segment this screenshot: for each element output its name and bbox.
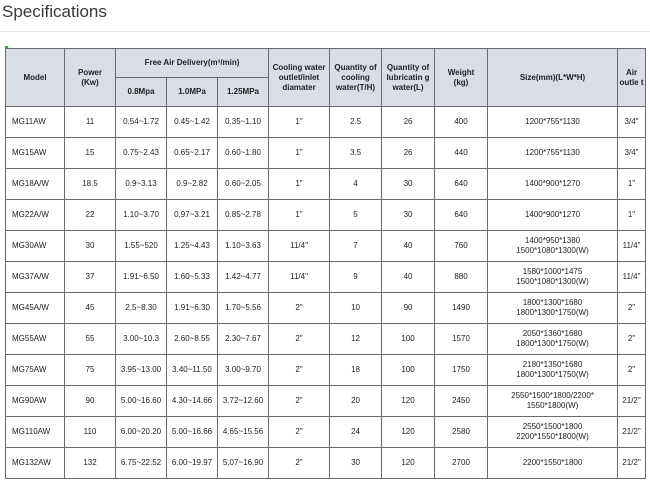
cell-quantity-lubricating: 120 bbox=[382, 417, 435, 448]
cell-cooling-water: 1" bbox=[269, 200, 330, 231]
cell-fad-1.25mpa: 5.07~16.90 bbox=[218, 448, 269, 479]
cell-cooling-water: 1" bbox=[269, 169, 330, 200]
header-size: Size(mm)(L*W*H) bbox=[488, 49, 618, 107]
cell-quantity-lubricating: 100 bbox=[382, 355, 435, 386]
cell-fad-1.0mpa: 1.25~4.43 bbox=[167, 231, 218, 262]
cell-weight: 640 bbox=[435, 169, 488, 200]
cell-quantity-cooling: 2.5 bbox=[330, 107, 382, 138]
cell-quantity-lubricating: 120 bbox=[382, 386, 435, 417]
header-fad-1.0mpa: 1.0MPa bbox=[167, 78, 218, 107]
cell-cooling-water: 2" bbox=[269, 417, 330, 448]
cell-fad-1.25mpa: 2.30~7.67 bbox=[218, 324, 269, 355]
cell-fad-1.25mpa: 1.10~3.63 bbox=[218, 231, 269, 262]
cell-power: 45 bbox=[65, 293, 116, 324]
cell-model: MG45A/W bbox=[6, 293, 65, 324]
cell-quantity-cooling: 18 bbox=[330, 355, 382, 386]
cell-fad-1.0mpa: 1.60~5.33 bbox=[167, 262, 218, 293]
cell-size: 2550*1500*1800 2200*1550*1800(W) bbox=[488, 417, 618, 448]
cell-fad-0.8mpa: 5.00~16.60 bbox=[116, 386, 167, 417]
cell-quantity-lubricating: 40 bbox=[382, 231, 435, 262]
cell-quantity-lubricating: 26 bbox=[382, 138, 435, 169]
table-row bbox=[6, 107, 646, 138]
cell-quantity-cooling: 10 bbox=[330, 293, 382, 324]
header-power: Power (Kw) bbox=[65, 49, 116, 107]
cell-cooling-water: 11/4" bbox=[269, 231, 330, 262]
cell-air-outlet: 3/4" bbox=[618, 138, 646, 169]
cell-power: 11 bbox=[65, 107, 116, 138]
cell-fad-1.0mpa: 3.40~11.50 bbox=[167, 355, 218, 386]
header-air-outlet: Air outle t bbox=[618, 49, 646, 107]
cell-quantity-lubricating: 100 bbox=[382, 324, 435, 355]
cell-model: MG90AW bbox=[6, 386, 65, 417]
cell-quantity-cooling: 20 bbox=[330, 386, 382, 417]
cell-model: MG37A/W bbox=[6, 262, 65, 293]
cell-power: 75 bbox=[65, 355, 116, 386]
header-cooling-water: Cooling water outlet/inlet diamater bbox=[269, 49, 330, 107]
cell-fad-1.25mpa: 0.85~2.78 bbox=[218, 200, 269, 231]
cell-size: 1580*1000*1475 1500*1080*1300(W) bbox=[488, 262, 618, 293]
table-row bbox=[6, 386, 646, 417]
cell-quantity-lubricating: 30 bbox=[382, 200, 435, 231]
table-row bbox=[6, 417, 646, 448]
cell-cooling-water: 2" bbox=[269, 293, 330, 324]
cell-fad-1.25mpa: 3.72~12.60 bbox=[218, 386, 269, 417]
header-quantity-lubricating: Quantity of lubricatin g water(L) bbox=[382, 49, 435, 107]
specifications-table-wrapper bbox=[5, 48, 645, 479]
cell-quantity-cooling: 4 bbox=[330, 169, 382, 200]
cell-size: 2050*1360*1680 1800*1300*1750(W) bbox=[488, 324, 618, 355]
cell-quantity-cooling: 5 bbox=[330, 200, 382, 231]
cell-weight: 760 bbox=[435, 231, 488, 262]
cell-quantity-cooling: 24 bbox=[330, 417, 382, 448]
cell-model: MG75AW bbox=[6, 355, 65, 386]
cell-size: 1800*1300*1680 1800*1300*1750(W) bbox=[488, 293, 618, 324]
cell-fad-1.0mpa: 2.60~8.55 bbox=[167, 324, 218, 355]
cell-cooling-water: 1" bbox=[269, 107, 330, 138]
cell-quantity-cooling: 9 bbox=[330, 262, 382, 293]
cell-fad-1.0mpa: 0.97~3.21 bbox=[167, 200, 218, 231]
cell-fad-1.0mpa: 0.9~2.82 bbox=[167, 169, 218, 200]
cell-quantity-lubricating: 40 bbox=[382, 262, 435, 293]
cell-fad-1.25mpa: 0.60~2.05 bbox=[218, 169, 269, 200]
cell-power: 110 bbox=[65, 417, 116, 448]
cell-cooling-water: 1" bbox=[269, 138, 330, 169]
cell-model: MG18A/W bbox=[6, 169, 65, 200]
header-quantity-cooling: Quantity of cooling water(T/H) bbox=[330, 49, 382, 107]
cell-weight: 1570 bbox=[435, 324, 488, 355]
cell-weight: 440 bbox=[435, 138, 488, 169]
cell-size: 1400*900*1270 bbox=[488, 200, 618, 231]
cell-air-outlet: 21/2" bbox=[618, 386, 646, 417]
cell-size: 2200*1550*1800 bbox=[488, 448, 618, 479]
cell-fad-1.0mpa: 0.65~2.17 bbox=[167, 138, 218, 169]
header-weight: Weight (kg) bbox=[435, 49, 488, 107]
cell-fad-1.0mpa: 1.91~6.30 bbox=[167, 293, 218, 324]
cell-fad-1.25mpa: 0.60~1.80 bbox=[218, 138, 269, 169]
cell-quantity-cooling: 12 bbox=[330, 324, 382, 355]
cell-fad-1.25mpa: 0.35~1.10 bbox=[218, 107, 269, 138]
cell-weight: 1490 bbox=[435, 293, 488, 324]
cell-fad-1.25mpa: 1.42~4.77 bbox=[218, 262, 269, 293]
cell-weight: 2450 bbox=[435, 386, 488, 417]
cell-power: 15 bbox=[65, 138, 116, 169]
table-row bbox=[6, 324, 646, 355]
cell-air-outlet: 1" bbox=[618, 200, 646, 231]
cell-fad-1.0mpa: 0.45~1.42 bbox=[167, 107, 218, 138]
cell-model: MG15AW bbox=[6, 138, 65, 169]
page-title: Specifications bbox=[2, 2, 107, 21]
cell-power: 132 bbox=[65, 448, 116, 479]
title-divider bbox=[0, 31, 650, 32]
cell-cooling-water: 2" bbox=[269, 324, 330, 355]
cell-cooling-water: 2" bbox=[269, 386, 330, 417]
cell-model: MG55AW bbox=[6, 324, 65, 355]
cell-quantity-lubricating: 30 bbox=[382, 169, 435, 200]
cell-quantity-lubricating: 120 bbox=[382, 448, 435, 479]
cell-quantity-cooling: 3.5 bbox=[330, 138, 382, 169]
cell-quantity-cooling: 7 bbox=[330, 231, 382, 262]
specifications-table bbox=[5, 48, 646, 479]
cell-power: 37 bbox=[65, 262, 116, 293]
cell-power: 18.5 bbox=[65, 169, 116, 200]
cell-weight: 1750 bbox=[435, 355, 488, 386]
cell-model: MG30AW bbox=[6, 231, 65, 262]
cell-power: 22 bbox=[65, 200, 116, 231]
cell-model: MG11AW bbox=[6, 107, 65, 138]
cell-cooling-water: 2" bbox=[269, 448, 330, 479]
header-fad-0.8mpa: 0.8Mpa bbox=[116, 78, 167, 107]
cell-weight: 2580 bbox=[435, 417, 488, 448]
cell-fad-1.25mpa: 4.65~15.56 bbox=[218, 417, 269, 448]
cell-fad-1.25mpa: 3.00~9.70 bbox=[218, 355, 269, 386]
cell-fad-0.8mpa: 1.55~520 bbox=[116, 231, 167, 262]
cell-air-outlet: 11/4" bbox=[618, 231, 646, 262]
cell-fad-0.8mpa: 1.91~6.50 bbox=[116, 262, 167, 293]
cell-model: MG22A/W bbox=[6, 200, 65, 231]
cell-air-outlet: 1" bbox=[618, 169, 646, 200]
cell-size: 2180*1350*1680 1800*1300*1750(W) bbox=[488, 355, 618, 386]
cell-power: 90 bbox=[65, 386, 116, 417]
cell-power: 55 bbox=[65, 324, 116, 355]
cell-quantity-lubricating: 26 bbox=[382, 107, 435, 138]
cell-quantity-lubricating: 90 bbox=[382, 293, 435, 324]
table-row bbox=[6, 138, 646, 169]
cell-power: 30 bbox=[65, 231, 116, 262]
cell-fad-0.8mpa: 6.00~20.20 bbox=[116, 417, 167, 448]
header-model: Model bbox=[6, 49, 65, 107]
cell-air-outlet: 2" bbox=[618, 324, 646, 355]
cell-fad-0.8mpa: 0.54~1.72 bbox=[116, 107, 167, 138]
table-row bbox=[6, 262, 646, 293]
cell-fad-1.0mpa: 4.30~14.66 bbox=[167, 386, 218, 417]
table-row bbox=[6, 293, 646, 324]
cell-fad-0.8mpa: 0.9~3.13 bbox=[116, 169, 167, 200]
table-row bbox=[6, 355, 646, 386]
cell-cooling-water: 11/4" bbox=[269, 262, 330, 293]
cell-air-outlet: 2" bbox=[618, 355, 646, 386]
cell-size: 1200*755*1130 bbox=[488, 138, 618, 169]
cell-model: MG132AW bbox=[6, 448, 65, 479]
header-fad-1.25mpa: 1.25MPa bbox=[218, 78, 269, 107]
cell-size: 2550*1500*1800/2200* 1550*1800(W) bbox=[488, 386, 618, 417]
cell-size: 1400*900*1270 bbox=[488, 169, 618, 200]
cell-model: MG110AW bbox=[6, 417, 65, 448]
cell-fad-1.0mpa: 6.00~19.97 bbox=[167, 448, 218, 479]
cell-cooling-water: 2" bbox=[269, 355, 330, 386]
cell-fad-0.8mpa: 3.00~10.3 bbox=[116, 324, 167, 355]
cell-air-outlet: 3/4" bbox=[618, 107, 646, 138]
cell-air-outlet: 21/2" bbox=[618, 417, 646, 448]
cell-weight: 400 bbox=[435, 107, 488, 138]
cell-weight: 640 bbox=[435, 200, 488, 231]
cell-fad-1.25mpa: 1.70~5.56 bbox=[218, 293, 269, 324]
cell-weight: 2700 bbox=[435, 448, 488, 479]
table-row bbox=[6, 200, 646, 231]
cell-air-outlet: 2" bbox=[618, 293, 646, 324]
table-row bbox=[6, 169, 646, 200]
table-row bbox=[6, 231, 646, 262]
cell-fad-0.8mpa: 3.95~13.00 bbox=[116, 355, 167, 386]
cell-fad-0.8mpa: 0.75~2.43 bbox=[116, 138, 167, 169]
table-row bbox=[6, 448, 646, 479]
cell-fad-0.8mpa: 1.10~3.70 bbox=[116, 200, 167, 231]
cell-size: 1200*755*1130 bbox=[488, 107, 618, 138]
cell-fad-0.8mpa: 6.75~22.52 bbox=[116, 448, 167, 479]
cell-quantity-cooling: 30 bbox=[330, 448, 382, 479]
header-free-air-delivery: Free Air Delivery(m³/min) bbox=[116, 49, 269, 78]
cell-fad-0.8mpa: 2.5~8.30 bbox=[116, 293, 167, 324]
cell-fad-1.0mpa: 5.00~16.66 bbox=[167, 417, 218, 448]
cell-air-outlet: 21/2" bbox=[618, 448, 646, 479]
cell-air-outlet: 11/4" bbox=[618, 262, 646, 293]
cell-weight: 880 bbox=[435, 262, 488, 293]
specifications-table-body bbox=[6, 107, 646, 479]
cell-size: 1400*950*1380 1500*1080*1300(W) bbox=[488, 231, 618, 262]
